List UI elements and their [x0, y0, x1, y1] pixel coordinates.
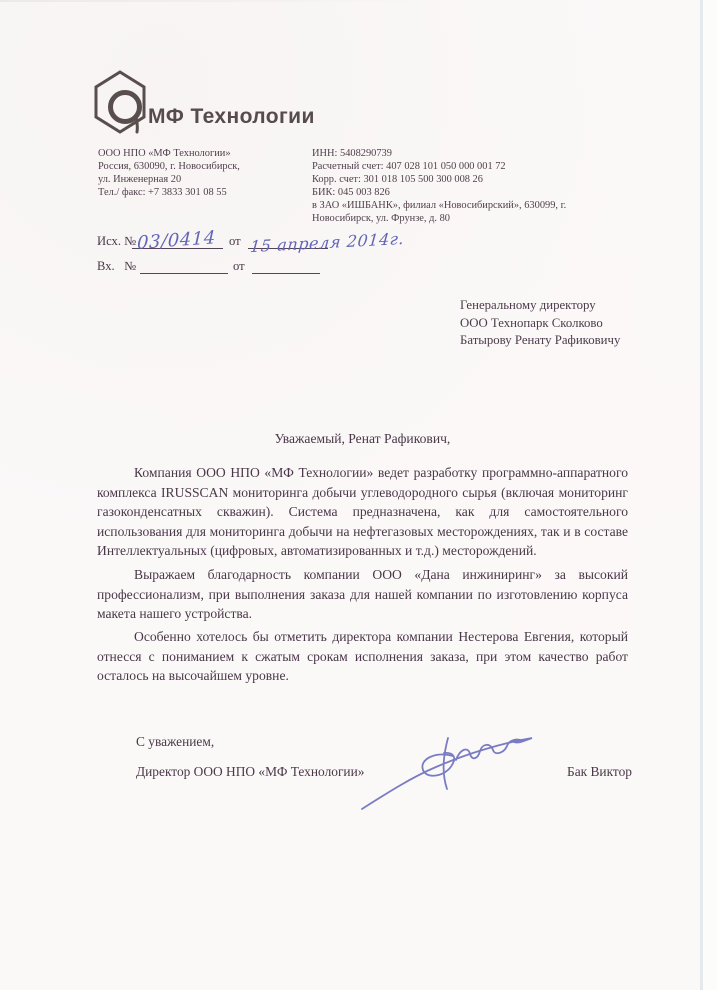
paragraph-line: Выражаем благодарность компании ООО «Дана инжиниринг» за высокий	[134, 567, 628, 582]
handwritten-signature-icon	[356, 725, 541, 813]
bank-details-block	[312, 147, 566, 225]
bank-name-line: в ЗАО «ИШБАНК», филиал «Новосибирский», 630099, г.	[312, 200, 567, 211]
paragraph-line: Интеллектуальных (цифровых, автоматизированных и т.д.) месторождений.	[97, 543, 537, 558]
paragraph-line: газоконденсатных скважин). Система предназначена, как для самостоятельного	[97, 504, 628, 519]
paragraph-line: отнесся с пониманием к сжатым срокам исполнения заказа, при этом качество работ	[97, 648, 628, 664]
company-address-line: ул. Инженерная 20	[98, 174, 182, 185]
outgoing-from-label: от	[229, 234, 241, 248]
company-name: ООО НПО «МФ Технологии»	[98, 148, 231, 159]
incoming-date-blank	[252, 259, 320, 274]
company-address-block	[98, 147, 240, 199]
scan-margin-right	[703, 0, 717, 990]
paragraph-line: осталось на высочайшем уровне.	[97, 668, 289, 683]
outgoing-ref-label: Исх. №	[97, 234, 137, 248]
addressee-name: Батырову Ренату Рафиковичу	[460, 333, 621, 348]
signer-title: Директор ООО НПО «МФ Технологии»	[136, 764, 365, 779]
incoming-number-blank	[140, 259, 228, 274]
inn-line: ИНН: 5408290739	[312, 148, 392, 159]
paragraph-line: макета нашего устройства.	[97, 606, 253, 621]
addressee-company: ООО Технопарк Сколково	[460, 315, 603, 330]
outgoing-number-blank	[132, 227, 223, 254]
logo-text: МФ Технологии	[148, 105, 315, 128]
body-paragraph-2	[97, 565, 628, 624]
handwritten-outgoing-date: 15 апреля 2014г.	[249, 228, 406, 257]
scan-artifact-right-edge	[700, 0, 703, 990]
paragraph-line: профессионализм, при выполнения заказа для нашей компании по изготовлению корпуса	[97, 586, 628, 602]
scan-artifact-top	[0, 0, 430, 2]
bik-line: БИК: 045 003 826	[312, 187, 390, 198]
incoming-from-label: от	[233, 259, 245, 273]
paragraph-line: использования для мониторинга добычи на нефтегазовых месторождениях, так и в составе	[97, 523, 628, 539]
body-paragraph-3	[97, 627, 628, 686]
signer-name: Бак Виктор	[567, 764, 632, 779]
corr-account-line: Корр. счет: 301 018 105 500 300 008 26	[312, 174, 483, 185]
outgoing-ref-row	[0, 227, 717, 257]
incoming-ref-row	[0, 259, 717, 274]
company-logo-icon	[89, 70, 149, 136]
incoming-ref-label: Вх. №	[97, 259, 137, 273]
paragraph-line: комплекса IRUSSCAN мониторинга добычи углеводородного сырья (включая мониторинг	[97, 484, 628, 500]
body-paragraph-1	[97, 463, 628, 561]
addressee-position: Генеральному директору	[460, 298, 596, 312]
addressee-block	[460, 297, 620, 350]
handwritten-outgoing-number: 03/0414	[136, 227, 217, 254]
company-phone: Тел./ факс: +7 3833 301 08 55	[98, 187, 227, 198]
closing-regards: С уважением,	[136, 734, 215, 749]
company-address-line: Россия, 630090, г. Новосибирск,	[98, 161, 240, 172]
outgoing-date-blank	[248, 228, 406, 257]
settlement-account-line: Расчетный счет: 407 028 101 050 000 001 72	[312, 161, 506, 172]
salutation: Уважаемый, Ренат Рафикович,	[274, 431, 451, 446]
paragraph-line: Компания ООО НПО «МФ Технологии» ведет разработку программно-аппаратного	[134, 465, 628, 480]
bank-address-line: Новосибирск, ул. Фрунзе, д. 80	[312, 213, 450, 224]
paragraph-line: Особенно хотелось бы отметить директора компании Нестерова Евгения, который	[134, 629, 628, 644]
